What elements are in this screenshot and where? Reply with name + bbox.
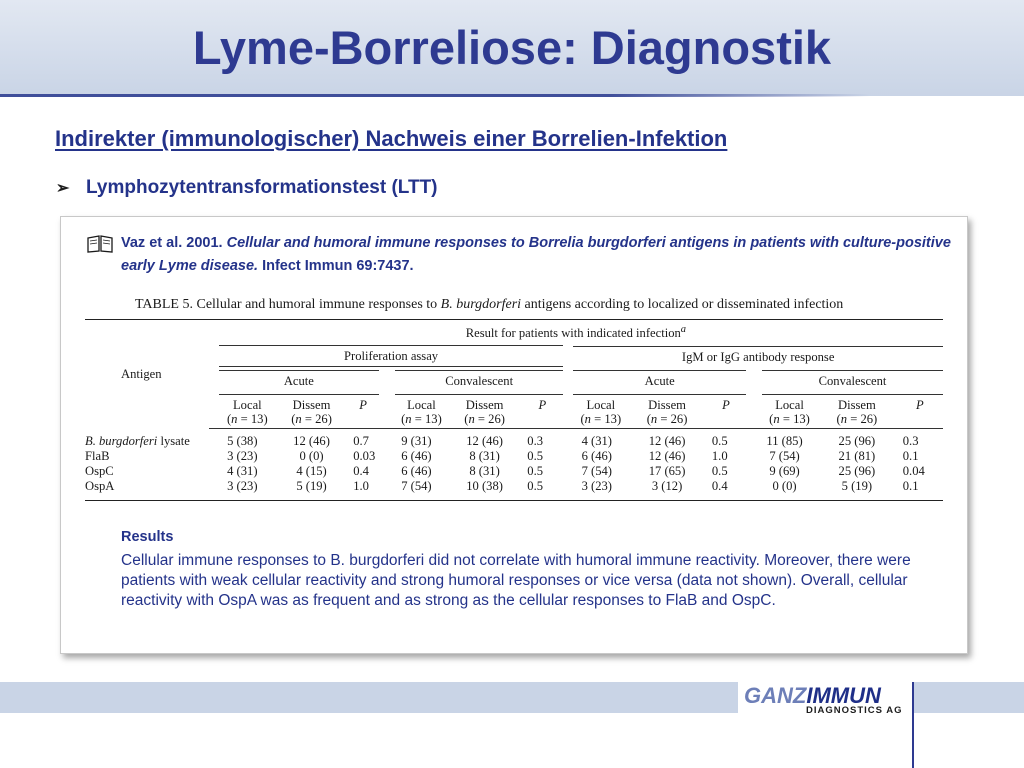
count-cell: 6 (46) (401, 464, 432, 478)
table-title (135, 297, 843, 313)
count-cell: 6 (46) (581, 449, 613, 463)
count-cell: 9 (69) (769, 464, 800, 478)
p-value-cell: 0.3 (902, 434, 919, 448)
p-value-cell: 1.0 (711, 449, 728, 463)
citation-title: Cellular and humoral immune responses to Borrelia burgdorferi antigens in patients with culture-positive early Lyme disease. (121, 235, 951, 274)
dissem-header: Dissem (n = 26) (448, 392, 521, 429)
count-cell: 10 (38) (448, 479, 521, 501)
table-row (85, 429, 943, 450)
logo-part1: GANZ (744, 683, 807, 708)
table-row (85, 479, 943, 501)
p-value-cell: 0.1 (897, 479, 943, 501)
count-cell: 5 (19) (817, 479, 897, 501)
count-cell: 12 (46) (466, 434, 503, 448)
prolif-convalescent-header: Convalescent (385, 368, 565, 392)
footer-band-right (912, 682, 1024, 713)
count-cell: 4 (15) (296, 464, 327, 478)
p-header: P (347, 392, 385, 429)
results-table (85, 319, 943, 501)
local-header: Local (n = 13) (752, 392, 817, 429)
p-header: P (706, 392, 752, 429)
count-cell: 9 (31) (401, 434, 432, 448)
citation-authors: Vaz et al. 2001. (121, 235, 227, 251)
p-value-cell: 1.0 (347, 479, 385, 501)
count-cell: 11 (85) (766, 434, 803, 448)
antigen-cell: B. burgdorferi lysate (85, 433, 190, 448)
slide-subtitle: Indirekter (immunologischer) Nachweis einer Borrelien-Infektion (55, 126, 728, 151)
table-row (85, 464, 943, 479)
count-cell: 12 (46) (648, 449, 686, 463)
bullet-text: Lymphozytentransformationstest (LTT) (86, 177, 438, 198)
prolif-acute-header: Acute (209, 368, 385, 392)
p-value-cell: 0.3 (527, 434, 544, 448)
count-cell: 7 (54) (581, 464, 613, 478)
article-excerpt-panel (60, 216, 968, 654)
proliferation-header: Proliferation assay (209, 344, 566, 368)
header-rule (0, 94, 870, 97)
p-value-cell: 0.4 (706, 479, 752, 501)
dissem-header: Dissem (n = 26) (817, 392, 897, 429)
local-header: Local (n = 13) (385, 392, 448, 429)
arrow-bullet-icon: ➢ (56, 180, 70, 197)
antigen-cell: OspA (85, 479, 209, 501)
count-cell: 3 (23) (227, 449, 258, 463)
count-cell: 17 (65) (648, 464, 686, 478)
antigen-cell: OspC (85, 464, 114, 478)
count-cell: 8 (31) (469, 449, 500, 463)
local-header: Local (n = 13) (565, 392, 628, 429)
count-cell: 3 (23) (209, 479, 276, 501)
ab-convalescent-header: Convalescent (752, 368, 943, 392)
antigen-header: Antigen (85, 320, 209, 429)
book-icon (87, 235, 113, 253)
logo-tagline: DIAGNOSTICS AG (806, 705, 903, 716)
footer-band (0, 682, 738, 713)
dissem-header: Dissem (n = 26) (628, 392, 706, 429)
count-cell: 7 (54) (385, 479, 448, 501)
count-cell: 0 (0) (299, 449, 324, 463)
ab-acute-header: Acute (565, 368, 752, 392)
p-value-cell: 0.5 (527, 464, 544, 478)
count-cell: 25 (96) (838, 464, 876, 478)
p-header: P (897, 392, 943, 429)
p-value-cell: 0.1 (902, 449, 919, 463)
count-cell: 6 (46) (401, 449, 432, 463)
count-cell: 3 (23) (565, 479, 628, 501)
logo-part2: IMMUN (806, 683, 881, 708)
results-heading: Results (121, 529, 174, 545)
antigen-cell: FlaB (85, 449, 110, 463)
footer-divider (912, 682, 914, 768)
count-cell: 4 (31) (581, 434, 613, 448)
count-cell: 8 (31) (469, 464, 500, 478)
p-value-cell: 0.7 (353, 434, 369, 448)
local-header: Local (n = 13) (209, 392, 276, 429)
count-cell: 21 (81) (838, 449, 876, 463)
p-value-cell: 0.4 (353, 464, 369, 478)
count-cell: 25 (96) (838, 434, 876, 448)
count-cell: 12 (46) (293, 434, 330, 448)
p-value-cell: 0.03 (353, 449, 376, 463)
p-value-cell: 0.5 (711, 434, 728, 448)
results-text: Cellular immune responses to B. burgdorferi did not correlate with humoral immune reactivity. Moreover, there were patients with weak cellular reactivity and strong humoral responses or vice versa (data not shown). Overall, cellular reactivity with OspA was as frequent and as strong as the cellular responses to FlaB and OspC. (121, 552, 911, 609)
p-value-cell: 0.5 (527, 449, 544, 463)
bullet-item (56, 177, 438, 199)
count-cell: 0 (0) (752, 479, 817, 501)
count-cell: 7 (54) (769, 449, 800, 463)
antibody-header: IgM or IgG antibody response (565, 344, 943, 368)
table-row (85, 449, 943, 464)
p-header: P (521, 392, 565, 429)
dissem-header: Dissem (n = 26) (276, 392, 347, 429)
p-value-cell: 0.5 (711, 464, 728, 478)
table-title-prefix: TABLE 5. Cellular and humoral immune responses to (135, 297, 441, 312)
count-cell: 12 (46) (648, 434, 686, 448)
table-title-suffix: antigens according to localized or disseminated infection (521, 297, 844, 312)
count-cell: 5 (19) (276, 479, 347, 501)
slide-title: Lyme-Borreliose: Diagnostik (192, 21, 832, 74)
count-cell: 3 (12) (628, 479, 706, 501)
result-header: Result for patients with indicated infection$^a$ (209, 320, 943, 345)
p-value-cell: 0.5 (521, 479, 565, 501)
p-value-cell: 0.04 (902, 464, 925, 478)
count-cell: 5 (38) (227, 434, 258, 448)
citation (121, 232, 961, 278)
table-title-species: B. burgdorferi (440, 297, 522, 312)
citation-journal: Infect Immun 69:7437. (258, 258, 414, 274)
table-body (85, 429, 943, 501)
count-cell: 4 (31) (227, 464, 258, 478)
